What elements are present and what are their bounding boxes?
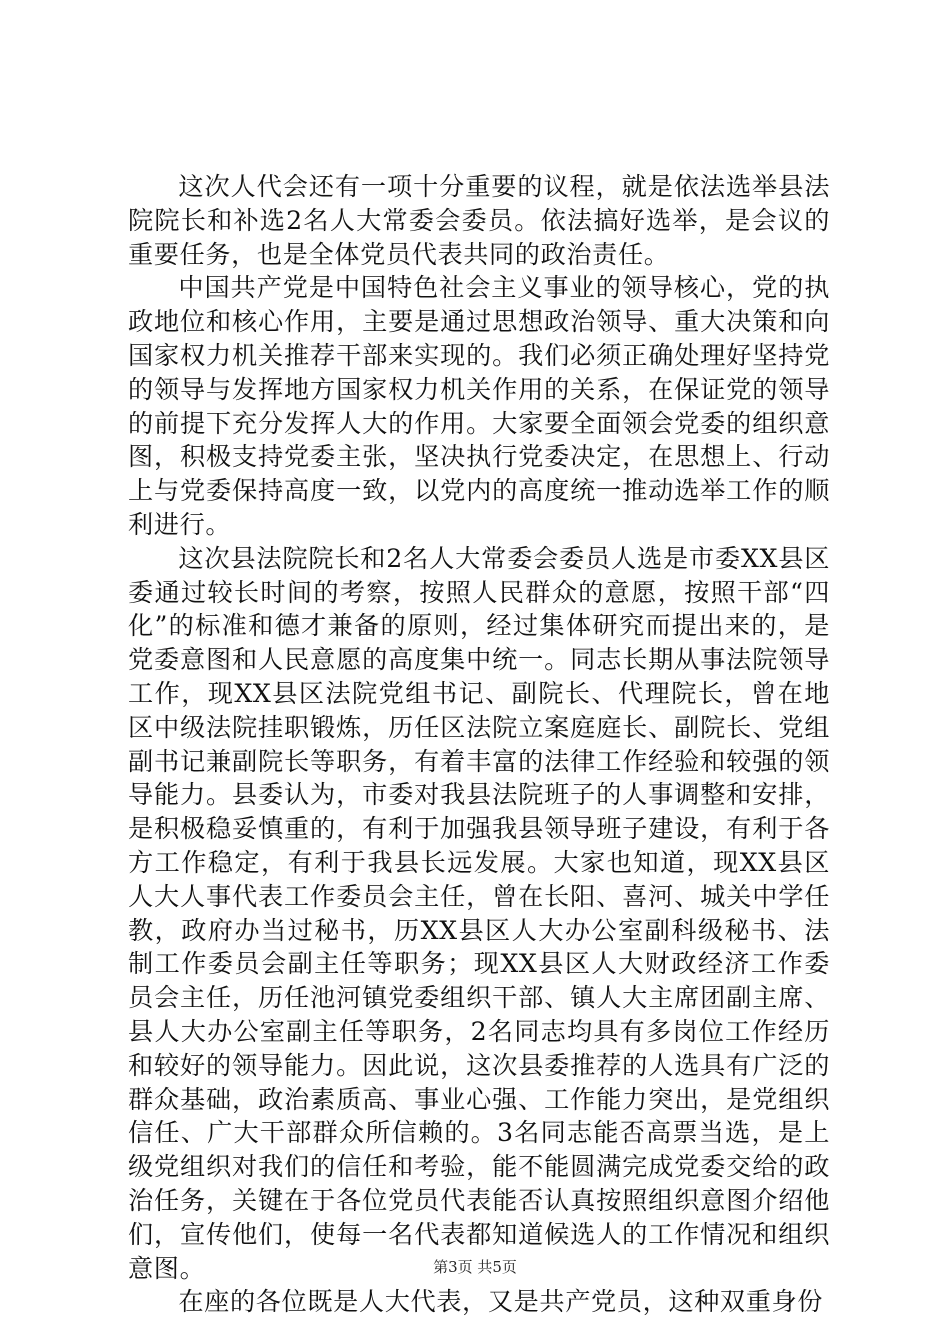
page-number-footer: 第3页 共5页 [433, 1258, 517, 1276]
paragraph-candidate-profiles: 这次县法院院长和2名人大常委会委员人选是市委XX县区委通过较长时间的考察，按照人民群众的意愿，按照干部“四化”的标准和德才兼备的原则，经过集体研究而提出来的，是党委意图和人民意愿的高度集中统一。同志长期从事法院领导工作，现XX县区法院党组书记、副院长、代理院长，曾在地区中级法院挂职锻炼，历任区法院立案庭庭长、副院长、党组副书记兼副院长等职务，有着丰富的法律工作经验和较强的领导能力。县委认为，市委对我县法院班子的人事调整和安排，是积极稳妥慎重的，有利于加强我县领导班子建设，有利于各方工作稳定，有利于我县长远发展。大家也知道，现XX县区人大人事代表工作委员会主任，曾在长阳、喜河、城关中学任教，政府办当过秘书，历XX县区人大办公室副科级秘书、法制工作委员会副主任等职务；现XX县区人大财政经济工作委员会主任，历任池河镇党委组织干部、镇人大主席团副主席、县人大办公室副主任等职务，2名同志均具有多岗位工作经历和较好的领导能力。因此说，这次县委推荐的人选具有广泛的群众基础，政治素质高、事业心强、工作能力突出，是党组织信任、广大干部群众所信赖的。3名同志能否高票当选，是上级党组织对我们的信任和考验，能不能圆满完成党委交给的政治任务，关键在于各位党员代表能否认真按照组织意图介绍他们，宣传他们，使每一名代表都知道候选人的工作情况和组织意图。 [128, 543, 830, 1283]
document-body [128, 170, 830, 1319]
paragraph-election-agenda: 这次人代会还有一项十分重要的议程，就是依法选举县法院院长和补选2名人大常委会委员。依法搞好选举，是会议的重要任务，也是全体党员代表共同的政治责任。 [128, 172, 830, 269]
paragraph-party-leadership: 中国共产党是中国特色社会主义事业的领导核心，党的执政地位和核心作用，主要是通过思想政治领导、重大决策和向国家权力机关推荐干部来实现的。我们必须正确处理好坚持党的领导与发挥地方国家权力机关作用的关系，在保证党的领导的前提下充分发挥人大的作用。大家要全面领会党委的组织意图，积极支持党委主张，坚决执行党委决定，在思想上、行动上与党委保持高度一致，以党内的高度统一推动选举工作的顺利进行。 [128, 273, 830, 539]
paragraph-dual-identity: 在座的各位既是人大代表，又是共产党员，这种双重身份 [178, 1287, 824, 1317]
